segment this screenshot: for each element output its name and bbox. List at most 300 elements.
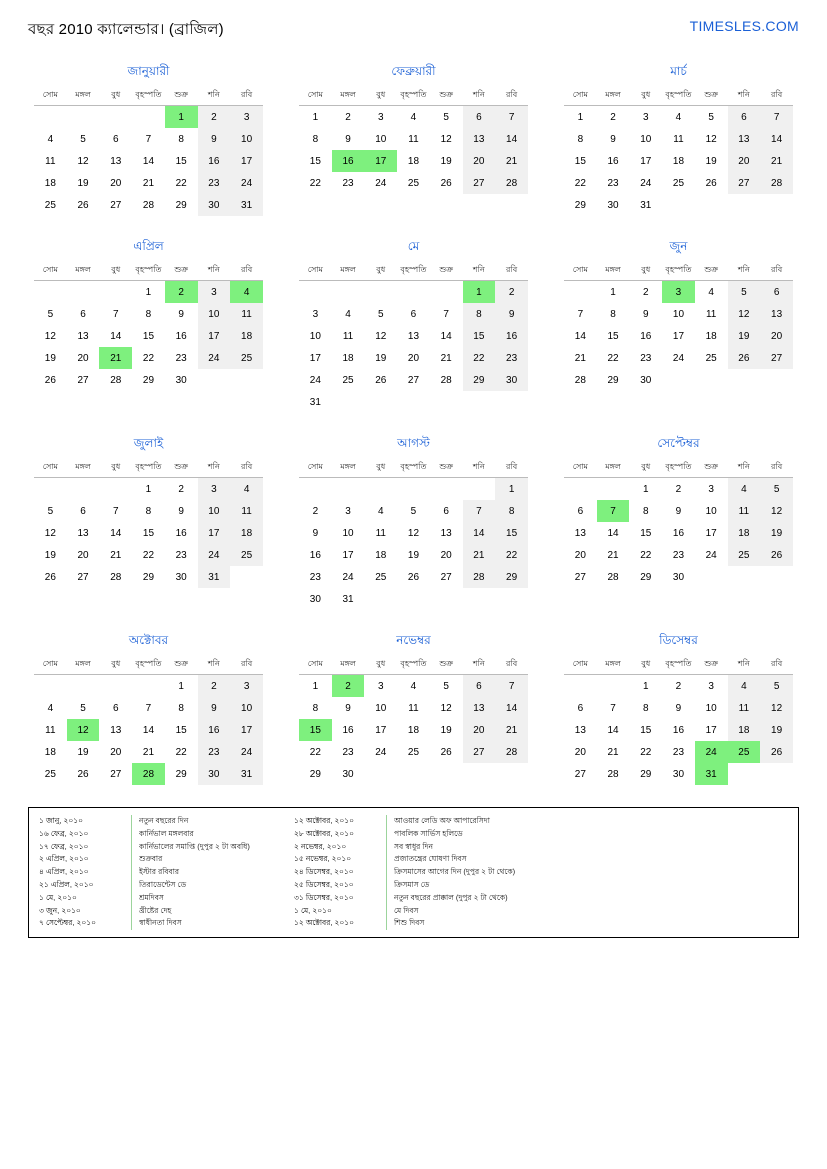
- day-cell[interactable]: 6: [577, 702, 584, 714]
- day-cell[interactable]: 16: [640, 330, 652, 342]
- day-cell[interactable]: 1: [312, 111, 319, 123]
- day-cell[interactable]: 14: [607, 724, 619, 736]
- day-cell[interactable]: 6: [463, 675, 496, 698]
- day-cell[interactable]: 18: [407, 155, 420, 167]
- day-cell[interactable]: 13: [110, 155, 122, 167]
- day-cell[interactable]: 15: [175, 724, 187, 736]
- day-cell[interactable]: 24: [230, 172, 263, 194]
- day-cell[interactable]: 26: [728, 347, 761, 369]
- day-cell[interactable]: 27: [110, 199, 122, 211]
- day-cell[interactable]: 6: [80, 505, 86, 517]
- day-cell[interactable]: 20: [77, 352, 89, 364]
- day-cell[interactable]: 8: [312, 702, 319, 714]
- day-cell[interactable]: 16: [198, 150, 231, 172]
- day-cell[interactable]: 8: [642, 702, 649, 714]
- day-cell[interactable]: 29: [495, 566, 528, 588]
- day-cell[interactable]: 8: [178, 133, 184, 145]
- day-cell[interactable]: 18: [375, 549, 387, 561]
- day-cell[interactable]: 19: [44, 352, 56, 364]
- day-cell[interactable]: 18: [230, 522, 263, 544]
- day-cell[interactable]: 30: [640, 374, 652, 386]
- day-cell[interactable]: 25: [375, 571, 387, 583]
- day-cell[interactable]: 13: [728, 128, 761, 150]
- day-cell[interactable]: 29: [463, 369, 496, 391]
- day-cell[interactable]: 7: [443, 308, 449, 320]
- day-cell[interactable]: 17: [640, 155, 652, 167]
- day-cell[interactable]: 13: [110, 724, 122, 736]
- day-cell[interactable]: 19: [760, 522, 793, 544]
- day-cell-holiday[interactable]: 3: [662, 281, 695, 304]
- day-cell[interactable]: 8: [610, 308, 616, 320]
- day-cell[interactable]: 20: [463, 719, 496, 741]
- day-cell-holiday[interactable]: 28: [132, 763, 165, 785]
- day-cell[interactable]: 22: [463, 347, 496, 369]
- day-cell[interactable]: 5: [47, 505, 54, 517]
- day-cell[interactable]: 2: [675, 483, 682, 495]
- day-cell[interactable]: 19: [440, 724, 452, 736]
- day-cell[interactable]: 17: [705, 527, 717, 539]
- day-cell[interactable]: 22: [640, 549, 652, 561]
- day-cell[interactable]: 26: [44, 374, 56, 386]
- day-cell[interactable]: 5: [760, 675, 793, 698]
- day-cell[interactable]: 30: [342, 768, 354, 780]
- day-cell[interactable]: 9: [345, 133, 351, 145]
- day-cell[interactable]: 26: [705, 177, 717, 189]
- day-cell[interactable]: 15: [640, 724, 652, 736]
- day-cell[interactable]: 25: [44, 199, 56, 211]
- day-cell[interactable]: 30: [607, 199, 619, 211]
- day-cell[interactable]: 10: [309, 330, 321, 342]
- day-cell[interactable]: 16: [495, 325, 528, 347]
- day-cell[interactable]: 30: [175, 374, 187, 386]
- day-cell[interactable]: 21: [574, 352, 586, 364]
- day-cell[interactable]: 11: [705, 308, 717, 320]
- day-cell[interactable]: 17: [672, 330, 685, 342]
- day-cell[interactable]: 14: [110, 527, 122, 539]
- day-cell[interactable]: 11: [728, 500, 761, 522]
- day-cell[interactable]: 23: [342, 746, 354, 758]
- day-cell[interactable]: 25: [342, 374, 354, 386]
- day-cell[interactable]: 6: [463, 106, 496, 129]
- day-cell[interactable]: 28: [495, 172, 528, 194]
- day-cell[interactable]: 6: [728, 106, 761, 129]
- day-cell[interactable]: 11: [728, 697, 761, 719]
- day-cell[interactable]: 9: [675, 702, 682, 714]
- day-cell[interactable]: 20: [440, 549, 452, 561]
- day-cell[interactable]: 14: [440, 330, 452, 342]
- day-cell[interactable]: 16: [309, 549, 321, 561]
- day-cell[interactable]: 14: [574, 330, 586, 342]
- day-cell[interactable]: 4: [345, 308, 351, 320]
- day-cell[interactable]: 28: [607, 768, 619, 780]
- day-cell[interactable]: 10: [342, 527, 354, 539]
- day-cell[interactable]: 27: [77, 571, 89, 583]
- day-cell[interactable]: 15: [463, 325, 496, 347]
- day-cell[interactable]: 25: [230, 347, 263, 369]
- day-cell[interactable]: 25: [230, 544, 263, 566]
- day-cell[interactable]: 31: [309, 396, 321, 408]
- day-cell[interactable]: 25: [407, 746, 420, 758]
- day-cell[interactable]: 30: [672, 571, 685, 583]
- day-cell[interactable]: 26: [440, 746, 452, 758]
- day-cell[interactable]: 27: [77, 374, 89, 386]
- day-cell[interactable]: 15: [142, 330, 155, 342]
- day-cell[interactable]: 9: [312, 527, 319, 539]
- day-cell[interactable]: 28: [760, 172, 793, 194]
- day-cell[interactable]: 29: [574, 199, 586, 211]
- day-cell[interactable]: 26: [77, 199, 89, 211]
- day-cell[interactable]: 27: [463, 741, 496, 763]
- day-cell[interactable]: 31: [198, 566, 231, 588]
- day-cell[interactable]: 11: [45, 724, 56, 736]
- day-cell-holiday[interactable]: 2: [165, 281, 198, 304]
- day-cell[interactable]: 25: [728, 544, 761, 566]
- day-cell[interactable]: 21: [607, 549, 619, 561]
- day-cell[interactable]: 11: [342, 330, 354, 342]
- day-cell[interactable]: 28: [142, 199, 155, 211]
- day-cell[interactable]: 15: [175, 155, 187, 167]
- day-cell[interactable]: 17: [198, 522, 231, 544]
- day-cell[interactable]: 5: [47, 308, 54, 320]
- day-cell[interactable]: 29: [142, 571, 155, 583]
- day-cell[interactable]: 27: [407, 374, 420, 386]
- day-cell[interactable]: 9: [198, 697, 231, 719]
- day-cell[interactable]: 26: [375, 374, 387, 386]
- day-cell[interactable]: 19: [77, 746, 89, 758]
- day-cell-holiday[interactable]: 17: [364, 150, 397, 172]
- day-cell-holiday[interactable]: 1: [165, 106, 198, 129]
- day-cell[interactable]: 22: [142, 549, 155, 561]
- day-cell[interactable]: 1: [145, 483, 152, 495]
- day-cell[interactable]: 20: [574, 746, 586, 758]
- day-cell[interactable]: 5: [443, 111, 449, 123]
- day-cell[interactable]: 22: [574, 177, 586, 189]
- day-cell[interactable]: 20: [110, 746, 122, 758]
- day-cell[interactable]: 30: [672, 768, 685, 780]
- day-cell[interactable]: 8: [577, 133, 584, 145]
- day-cell[interactable]: 9: [610, 133, 616, 145]
- day-cell[interactable]: 4: [708, 286, 714, 298]
- day-cell[interactable]: 21: [463, 544, 496, 566]
- day-cell[interactable]: 24: [672, 352, 685, 364]
- day-cell[interactable]: 19: [440, 155, 452, 167]
- day-cell[interactable]: 27: [760, 347, 793, 369]
- day-cell[interactable]: 26: [760, 544, 793, 566]
- day-cell[interactable]: 28: [574, 374, 586, 386]
- day-cell[interactable]: 12: [407, 527, 420, 539]
- day-cell[interactable]: 28: [495, 741, 528, 763]
- day-cell[interactable]: 3: [708, 680, 714, 692]
- day-cell[interactable]: 1: [610, 286, 616, 298]
- day-cell[interactable]: 7: [112, 505, 119, 517]
- day-cell[interactable]: 2: [610, 111, 616, 123]
- day-cell[interactable]: 28: [607, 571, 619, 583]
- day-cell[interactable]: 10: [705, 505, 717, 517]
- day-cell[interactable]: 29: [175, 768, 187, 780]
- day-cell[interactable]: 10: [198, 500, 231, 522]
- day-cell[interactable]: 14: [463, 522, 496, 544]
- day-cell[interactable]: 6: [112, 702, 119, 714]
- day-cell[interactable]: 5: [410, 505, 417, 517]
- day-cell[interactable]: 28: [440, 374, 452, 386]
- day-cell-holiday[interactable]: 15: [299, 719, 332, 741]
- day-cell[interactable]: 22: [495, 544, 528, 566]
- day-cell[interactable]: 17: [309, 352, 321, 364]
- day-cell[interactable]: 16: [607, 155, 619, 167]
- day-cell[interactable]: 12: [440, 133, 452, 145]
- day-cell[interactable]: 12: [77, 155, 89, 167]
- day-cell[interactable]: 18: [672, 155, 685, 167]
- day-cell[interactable]: 4: [47, 133, 54, 145]
- day-cell[interactable]: 18: [705, 330, 717, 342]
- day-cell[interactable]: 13: [407, 330, 420, 342]
- day-cell[interactable]: 18: [728, 522, 761, 544]
- day-cell[interactable]: 23: [198, 741, 231, 763]
- day-cell-holiday[interactable]: 2: [332, 675, 365, 698]
- day-cell[interactable]: 7: [760, 106, 793, 129]
- day-cell[interactable]: 1: [642, 680, 649, 692]
- day-cell[interactable]: 3: [345, 505, 351, 517]
- day-cell[interactable]: 25: [672, 177, 685, 189]
- day-cell[interactable]: 23: [175, 549, 187, 561]
- day-cell[interactable]: 15: [495, 522, 528, 544]
- day-cell[interactable]: 9: [178, 505, 184, 517]
- day-cell[interactable]: 26: [760, 741, 793, 763]
- day-cell[interactable]: 24: [375, 746, 387, 758]
- day-cell[interactable]: 21: [142, 177, 155, 189]
- day-cell[interactable]: 2: [642, 286, 649, 298]
- day-cell[interactable]: 30: [198, 194, 231, 216]
- day-cell[interactable]: 1: [312, 680, 319, 692]
- day-cell[interactable]: 7: [145, 702, 152, 714]
- day-cell[interactable]: 10: [230, 697, 263, 719]
- day-cell[interactable]: 6: [80, 308, 86, 320]
- day-cell[interactable]: 29: [607, 374, 619, 386]
- day-cell[interactable]: 31: [230, 194, 263, 216]
- day-cell[interactable]: 29: [640, 571, 652, 583]
- day-cell[interactable]: 7: [145, 133, 152, 145]
- day-cell[interactable]: 5: [760, 478, 793, 501]
- day-cell-holiday[interactable]: 24: [695, 741, 728, 763]
- day-cell[interactable]: 12: [705, 133, 717, 145]
- day-cell[interactable]: 15: [574, 155, 586, 167]
- day-cell[interactable]: 11: [673, 133, 684, 145]
- day-cell[interactable]: 24: [198, 544, 231, 566]
- day-cell[interactable]: 1: [495, 478, 528, 501]
- day-cell[interactable]: 28: [110, 374, 122, 386]
- day-cell[interactable]: 11: [230, 303, 263, 325]
- day-cell[interactable]: 7: [495, 675, 528, 698]
- day-cell[interactable]: 3: [377, 111, 384, 123]
- day-cell[interactable]: 2: [345, 111, 351, 123]
- day-cell[interactable]: 20: [463, 150, 496, 172]
- day-cell[interactable]: 10: [198, 303, 231, 325]
- day-cell[interactable]: 3: [230, 106, 263, 129]
- day-cell[interactable]: 2: [198, 675, 231, 698]
- day-cell[interactable]: 23: [672, 549, 685, 561]
- day-cell[interactable]: 16: [175, 330, 187, 342]
- day-cell-holiday[interactable]: 25: [728, 741, 761, 763]
- day-cell[interactable]: 18: [44, 177, 56, 189]
- day-cell[interactable]: 8: [495, 500, 528, 522]
- day-cell[interactable]: 7: [463, 500, 496, 522]
- day-cell[interactable]: 16: [672, 724, 685, 736]
- day-cell[interactable]: 5: [80, 133, 86, 145]
- day-cell[interactable]: 17: [705, 724, 717, 736]
- day-cell[interactable]: 14: [760, 128, 793, 150]
- day-cell[interactable]: 12: [375, 330, 387, 342]
- day-cell[interactable]: 23: [175, 352, 187, 364]
- day-cell[interactable]: 2: [675, 680, 682, 692]
- day-cell[interactable]: 14: [142, 155, 155, 167]
- day-cell[interactable]: 28: [463, 566, 496, 588]
- day-cell[interactable]: 16: [672, 527, 685, 539]
- day-cell[interactable]: 22: [175, 746, 187, 758]
- day-cell[interactable]: 4: [675, 111, 682, 123]
- day-cell[interactable]: 10: [375, 133, 387, 145]
- day-cell[interactable]: 27: [728, 172, 761, 194]
- day-cell[interactable]: 27: [440, 571, 452, 583]
- day-cell[interactable]: 6: [577, 505, 584, 517]
- day-cell[interactable]: 26: [77, 768, 89, 780]
- day-cell[interactable]: 9: [495, 303, 528, 325]
- day-cell[interactable]: 14: [495, 128, 528, 150]
- day-cell[interactable]: 11: [408, 133, 419, 145]
- day-cell[interactable]: 2: [495, 281, 528, 304]
- day-cell[interactable]: 24: [705, 549, 717, 561]
- day-cell[interactable]: 13: [463, 128, 496, 150]
- day-cell[interactable]: 13: [77, 330, 89, 342]
- day-cell[interactable]: 2: [198, 106, 231, 129]
- day-cell[interactable]: 12: [760, 697, 793, 719]
- day-cell[interactable]: 2: [178, 483, 184, 495]
- day-cell[interactable]: 22: [640, 746, 652, 758]
- day-cell[interactable]: 20: [77, 549, 89, 561]
- day-cell[interactable]: 10: [230, 128, 263, 150]
- day-cell[interactable]: 24: [198, 347, 231, 369]
- day-cell[interactable]: 22: [309, 177, 321, 189]
- day-cell[interactable]: 21: [495, 719, 528, 741]
- day-cell[interactable]: 3: [377, 680, 384, 692]
- day-cell[interactable]: 9: [178, 308, 184, 320]
- day-cell[interactable]: 3: [642, 111, 649, 123]
- day-cell[interactable]: 23: [198, 172, 231, 194]
- day-cell[interactable]: 15: [142, 527, 155, 539]
- day-cell[interactable]: 4: [410, 680, 417, 692]
- day-cell[interactable]: 18: [407, 724, 420, 736]
- day-cell[interactable]: 3: [230, 675, 263, 698]
- day-cell[interactable]: 17: [198, 325, 231, 347]
- day-cell[interactable]: 4: [47, 702, 54, 714]
- day-cell[interactable]: 16: [342, 724, 354, 736]
- day-cell[interactable]: 28: [110, 571, 122, 583]
- day-cell[interactable]: 15: [309, 155, 321, 167]
- day-cell[interactable]: 6: [443, 505, 449, 517]
- day-cell[interactable]: 17: [342, 549, 354, 561]
- day-cell[interactable]: 25: [44, 768, 56, 780]
- day-cell[interactable]: 29: [175, 199, 187, 211]
- day-cell[interactable]: 8: [145, 505, 152, 517]
- day-cell[interactable]: 10: [705, 702, 717, 714]
- day-cell[interactable]: 9: [198, 128, 231, 150]
- day-cell[interactable]: 9: [675, 505, 682, 517]
- day-cell[interactable]: 4: [410, 111, 417, 123]
- day-cell[interactable]: 8: [312, 133, 319, 145]
- day-cell[interactable]: 12: [440, 702, 452, 714]
- day-cell[interactable]: 4: [728, 478, 761, 501]
- day-cell[interactable]: 4: [728, 675, 761, 698]
- day-cell[interactable]: 21: [110, 549, 122, 561]
- day-cell[interactable]: 16: [175, 527, 187, 539]
- day-cell[interactable]: 22: [309, 746, 321, 758]
- day-cell[interactable]: 5: [80, 702, 86, 714]
- day-cell[interactable]: 21: [607, 746, 619, 758]
- day-cell[interactable]: 27: [110, 768, 122, 780]
- day-cell[interactable]: 7: [495, 106, 528, 129]
- day-cell[interactable]: 20: [574, 549, 586, 561]
- day-cell[interactable]: 3: [708, 483, 714, 495]
- day-cell-holiday[interactable]: 4: [230, 281, 263, 304]
- day-cell[interactable]: 25: [407, 177, 420, 189]
- day-cell[interactable]: 8: [145, 308, 152, 320]
- day-cell-holiday[interactable]: 21: [99, 347, 132, 369]
- day-cell[interactable]: 26: [440, 177, 452, 189]
- day-cell-holiday[interactable]: 12: [67, 719, 100, 741]
- day-cell[interactable]: 20: [760, 325, 793, 347]
- day-cell[interactable]: 12: [44, 330, 56, 342]
- day-cell[interactable]: 21: [440, 352, 452, 364]
- day-cell[interactable]: 12: [760, 500, 793, 522]
- day-cell[interactable]: 5: [377, 308, 384, 320]
- day-cell[interactable]: 1: [178, 680, 184, 692]
- day-cell[interactable]: 11: [45, 155, 56, 167]
- day-cell[interactable]: 19: [407, 549, 420, 561]
- day-cell[interactable]: 9: [642, 308, 649, 320]
- day-cell[interactable]: 13: [440, 527, 452, 539]
- day-cell[interactable]: 12: [728, 303, 761, 325]
- day-cell[interactable]: 2: [312, 505, 319, 517]
- day-cell[interactable]: 24: [342, 571, 354, 583]
- day-cell[interactable]: 23: [309, 571, 321, 583]
- day-cell[interactable]: 7: [610, 702, 616, 714]
- day-cell[interactable]: 24: [375, 177, 387, 189]
- day-cell[interactable]: 9: [345, 702, 351, 714]
- day-cell[interactable]: 17: [375, 724, 387, 736]
- day-cell[interactable]: 19: [728, 325, 761, 347]
- day-cell[interactable]: 18: [230, 325, 263, 347]
- day-cell[interactable]: 17: [230, 719, 263, 741]
- day-cell[interactable]: 22: [142, 352, 155, 364]
- day-cell[interactable]: 19: [705, 155, 717, 167]
- day-cell[interactable]: 23: [640, 352, 652, 364]
- day-cell[interactable]: 13: [77, 527, 89, 539]
- day-cell[interactable]: 14: [110, 330, 122, 342]
- day-cell[interactable]: 31: [342, 593, 354, 605]
- day-cell[interactable]: 29: [309, 768, 321, 780]
- day-cell[interactable]: 7: [577, 308, 584, 320]
- day-cell[interactable]: 27: [463, 172, 496, 194]
- day-cell-holiday[interactable]: 16: [332, 150, 365, 172]
- day-cell[interactable]: 3: [312, 308, 319, 320]
- day-cell-holiday[interactable]: 7: [597, 500, 630, 522]
- day-cell[interactable]: 8: [463, 303, 496, 325]
- day-cell[interactable]: 21: [142, 746, 155, 758]
- day-cell[interactable]: 13: [463, 697, 496, 719]
- day-cell[interactable]: 11: [230, 500, 263, 522]
- day-cell[interactable]: 15: [640, 527, 652, 539]
- day-cell[interactable]: 14: [495, 697, 528, 719]
- day-cell[interactable]: 13: [574, 724, 586, 736]
